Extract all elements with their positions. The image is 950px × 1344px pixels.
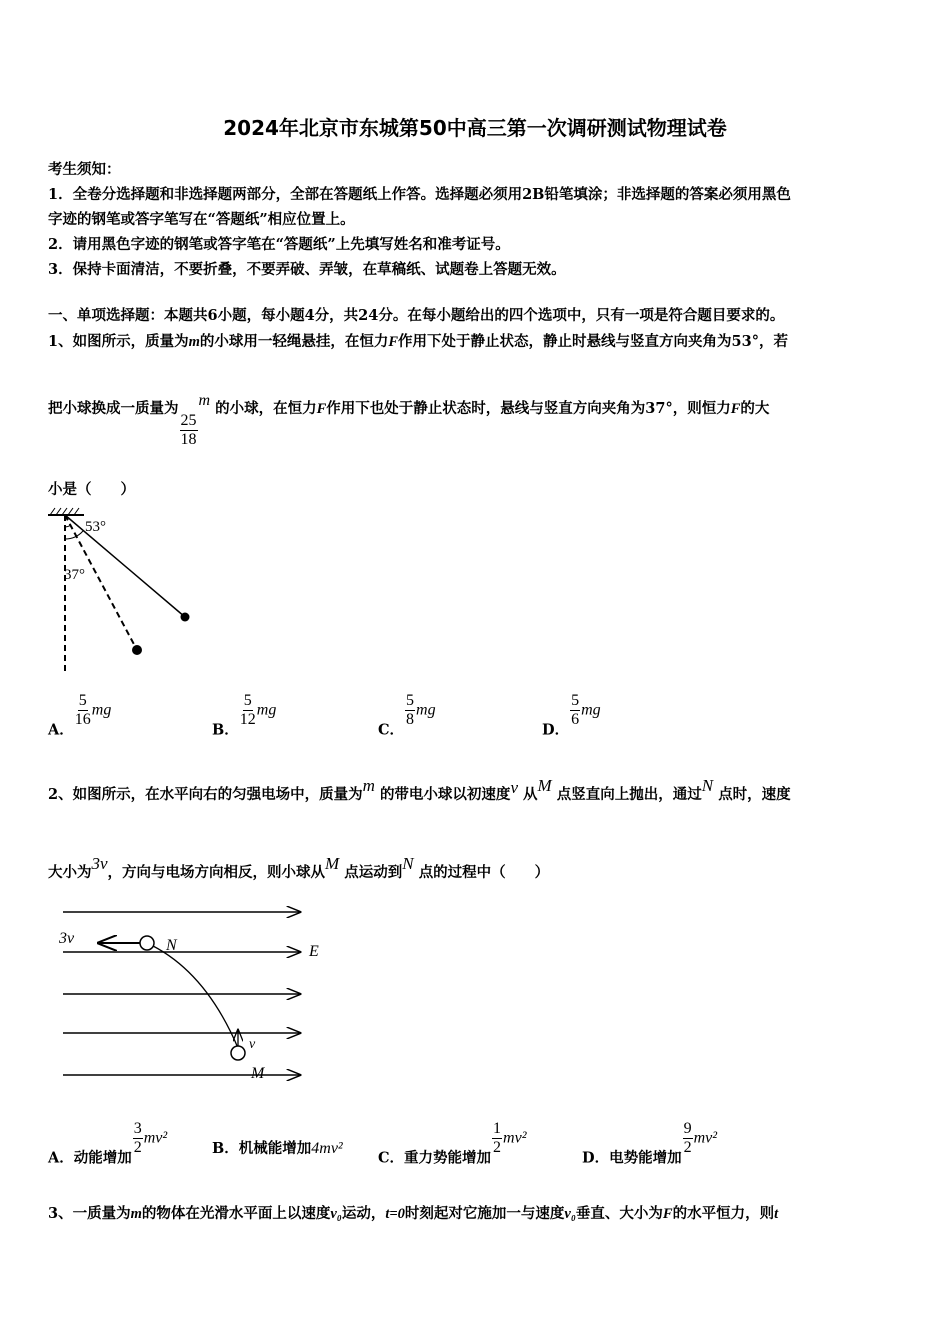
ball-53 bbox=[181, 613, 190, 622]
q1-text: 1、如图所示，质量为 bbox=[48, 333, 189, 350]
q1-option-d[interactable]: D． $\frac{5}{6}$ mg bbox=[542, 692, 601, 739]
q1-option-c[interactable]: C． $\frac{5}{8}$ mg bbox=[378, 692, 436, 739]
notice-line-2: 2．请用黑色字迹的钢笔或答字笔在“答题纸”上先填写姓名和准考证号。 bbox=[48, 236, 510, 253]
label-v: v bbox=[249, 1037, 256, 1052]
q2-text: 点的过程中（ ） bbox=[418, 864, 550, 881]
q1-text: 作用下处于静止状态，静止时悬线与竖直方向夹角为53°，若 bbox=[398, 333, 788, 350]
q1-option-a[interactable]: A． $\frac{5}{16}$ mg bbox=[48, 692, 112, 739]
q2-text: 的带电小球以初速度 bbox=[379, 786, 511, 803]
q3-var-F: F bbox=[662, 1206, 673, 1222]
q1-text: 作用下也处于静止状态时，悬线与竖直方向夹角为37°，则恒力 bbox=[326, 400, 731, 417]
q1-pendulum-figure bbox=[40, 505, 210, 677]
q2-text: ，方向与电场方向相反，则小球从 bbox=[107, 864, 326, 881]
notice-heading: 考生须知： bbox=[48, 161, 121, 178]
q1-var-F: F bbox=[388, 334, 399, 350]
q2-var-M: M bbox=[325, 854, 340, 873]
q3-var-t0: t=0 bbox=[385, 1206, 405, 1222]
angle-label-37: 37° bbox=[64, 567, 85, 583]
q3-var-v0: v₀ bbox=[330, 1206, 342, 1222]
option-fraction: $\frac{9}{2}$ bbox=[683, 1120, 692, 1156]
q1-line-3: 小是（ ） bbox=[48, 481, 135, 498]
q2-text: 从 bbox=[523, 786, 538, 803]
q3-var-m: m bbox=[130, 1206, 142, 1222]
q3-var-v0: v₀ bbox=[564, 1206, 576, 1222]
section-heading: 一、单项选择题：本题共6小题，每小题4分，共24分。在每小题给出的四个选项中，只有一项是符合题目要求的。 bbox=[48, 307, 785, 324]
q1-var-m: m bbox=[198, 392, 211, 409]
label-E: E bbox=[309, 943, 319, 960]
q2-option-b[interactable]: B．机械能增加4mv² bbox=[212, 1140, 343, 1157]
option-fraction: $\frac{3}{2}$ bbox=[133, 1120, 142, 1156]
notice-line-1b: 字迹的钢笔或答字笔写在“答题纸”相应位置上。 bbox=[48, 211, 355, 228]
option-fraction: $\frac{5}{12}$ bbox=[239, 692, 256, 728]
field-lines bbox=[63, 912, 300, 1075]
label-N: N bbox=[166, 937, 177, 954]
q2-text: 大小为 bbox=[48, 864, 92, 881]
q2-var-N: N bbox=[701, 776, 714, 795]
q2-text: 点竖直向上抛出，通过 bbox=[556, 786, 702, 803]
ball-at-N bbox=[140, 936, 154, 950]
q1-text: 的小球，在恒力 bbox=[215, 400, 317, 417]
q2-text: 点时，速度 bbox=[718, 786, 791, 803]
label-M: M bbox=[251, 1065, 265, 1082]
q2-var-m: m bbox=[362, 776, 375, 795]
q3-line-1: 3、一质量为m的物体在光滑水平面上以速度v₀运动，t=0时刻起对它施加一与速度v₀垂直、大小为F的水平恒力，则t bbox=[48, 1205, 779, 1222]
notice-line-3: 3．保持卡面清洁，不要折叠，不要弄破、弄皱，在草稿纸、试题卷上答题无效。 bbox=[48, 261, 566, 278]
angle-label-53: 53° bbox=[85, 519, 106, 535]
q2-option-d[interactable]: D．电势能增加 $\frac{9}{2}$ mv² bbox=[582, 1120, 718, 1167]
angle-arc-53 bbox=[65, 531, 83, 539]
q2-line-1 bbox=[48, 776, 791, 804]
q2-line-2 bbox=[48, 854, 549, 882]
q1-var-m: m bbox=[188, 334, 200, 350]
ball-37 bbox=[132, 645, 142, 655]
q2-var-3v: 3v bbox=[91, 854, 108, 873]
q1-mass-fraction: $\frac{25}{18}$ bbox=[180, 412, 197, 448]
q2-field-figure bbox=[55, 900, 335, 1085]
option-fraction: $\frac{5}{16}$ bbox=[74, 692, 91, 728]
q1-text: 把小球换成一质量为 bbox=[48, 400, 179, 417]
page-title: 2024年北京市东城第50中高三第一次调研测试物理试卷 bbox=[223, 116, 727, 140]
q1-option-b[interactable]: B． $\frac{5}{12}$ mg bbox=[212, 692, 277, 739]
q1-line-2 bbox=[48, 392, 769, 449]
ball-at-M bbox=[231, 1046, 245, 1060]
q1-var-F: F bbox=[730, 401, 741, 417]
q2-text: 2、如图所示，在水平向右的匀强电场中，质量为 bbox=[48, 786, 363, 803]
option-fraction: $\frac{5}{8}$ bbox=[406, 692, 415, 728]
notice-line-1: 1．全卷分选择题和非选择题两部分，全部在答题纸上作答。选择题必须用2B铅笔填涂；非选择题的答案必须用黑色 bbox=[48, 186, 791, 203]
q2-option-a[interactable]: A．动能增加 $\frac{3}{2}$ mv² bbox=[48, 1120, 168, 1167]
option-fraction: $\frac{5}{6}$ bbox=[571, 692, 580, 728]
q2-text: 点运动到 bbox=[344, 864, 403, 881]
q2-var-v: v bbox=[510, 778, 518, 797]
label-3v: 3v bbox=[59, 930, 75, 947]
string-53 bbox=[65, 515, 185, 617]
q2-var-N: N bbox=[402, 854, 414, 873]
q3-var-t: t bbox=[774, 1206, 779, 1222]
q1-line-1 bbox=[48, 330, 788, 351]
option-fraction: $\frac{1}{2}$ bbox=[493, 1120, 502, 1156]
q2-var-M: M bbox=[537, 776, 552, 795]
q2-option-c[interactable]: C．重力势能增加 $\frac{1}{2}$ mv² bbox=[378, 1120, 527, 1167]
q1-var-F: F bbox=[316, 401, 327, 417]
ceiling-hatch bbox=[48, 508, 84, 515]
q1-text: 的大 bbox=[740, 400, 770, 417]
q1-text: 的小球用一轻绳悬挂，在恒力 bbox=[199, 333, 389, 350]
